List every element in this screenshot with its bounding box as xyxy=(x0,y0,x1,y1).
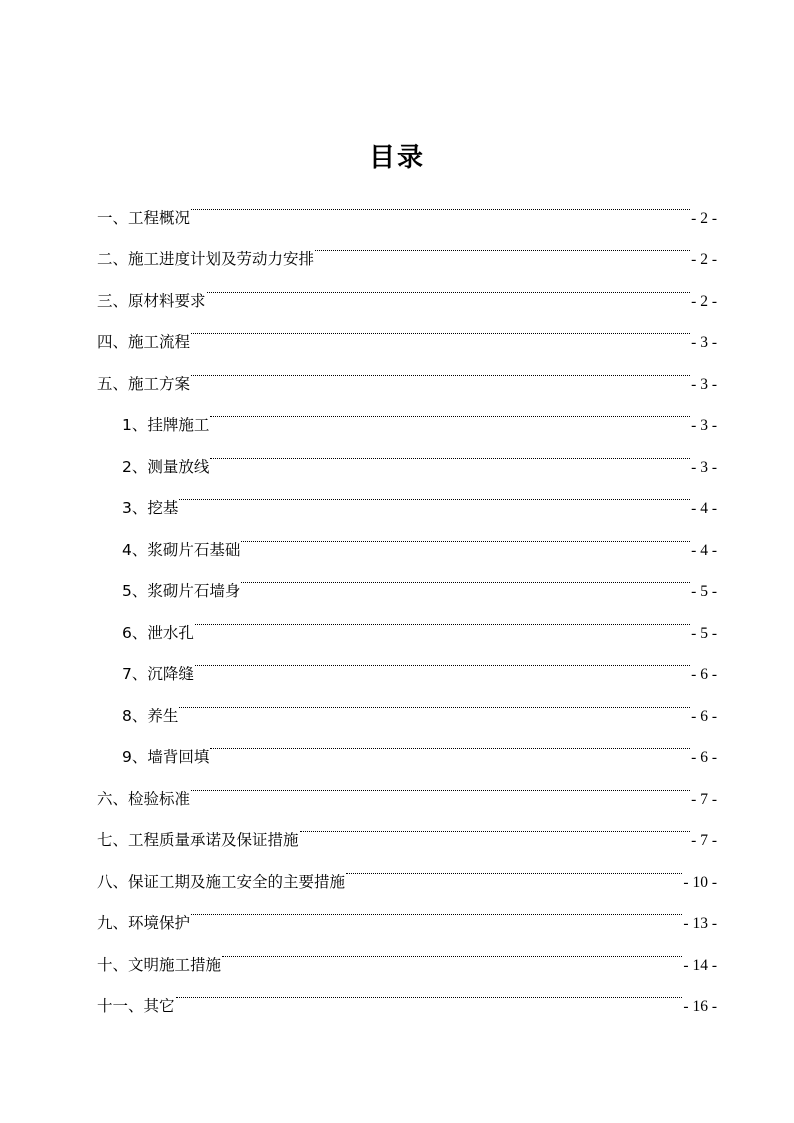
toc-entry-label: 4、浆砌片石基础 xyxy=(122,540,241,559)
toc-dot-leader xyxy=(315,223,690,265)
toc-entry[interactable] xyxy=(97,721,717,766)
toc-dot-leader xyxy=(176,970,683,1012)
toc-entry[interactable] xyxy=(97,181,717,227)
toc-dot-leader xyxy=(179,679,690,721)
toc-entry-page-number: - 16 - xyxy=(683,998,717,1015)
toc-dot-leader xyxy=(207,264,691,306)
toc-entry-page-number: - 3 - xyxy=(691,458,717,476)
toc-entry-label: 六、检验标准 xyxy=(97,789,191,808)
toc-entry-page-number: - 13 - xyxy=(683,915,717,932)
toc-entry-label: 6、泄水孔 xyxy=(122,623,194,642)
toc-entry-label: 3、挖基 xyxy=(122,499,179,517)
toc-entry-label: 十、文明施工措施 xyxy=(97,955,222,974)
toc-entry-label: 九、环境保护 xyxy=(97,914,191,932)
toc-entry-label: 二、施工进度计划及劳动力安排 xyxy=(97,250,315,268)
toc-entry-page-number: - 6 - xyxy=(691,707,717,725)
toc-entry-page-number: - 14 - xyxy=(683,956,717,974)
toc-entry[interactable] xyxy=(97,679,717,725)
toc-dot-leader xyxy=(222,928,682,970)
toc-entry-page-number: - 6 - xyxy=(691,666,717,683)
toc-title: 目录 xyxy=(368,143,425,173)
toc-entry-label: 1、挂牌施工 xyxy=(122,416,210,434)
toc-dot-leader xyxy=(191,347,690,389)
toc-dot-leader xyxy=(179,472,690,514)
toc-entry-page-number: - 2 - xyxy=(691,251,717,268)
toc-entry[interactable] xyxy=(97,513,717,559)
toc-entry-label: 五、施工方案 xyxy=(97,374,191,393)
toc-dot-leader xyxy=(195,596,690,638)
toc-dot-leader xyxy=(191,762,690,804)
toc-entry-label: 7、沉降缝 xyxy=(122,665,194,683)
toc-dot-leader xyxy=(241,513,690,555)
toc-list xyxy=(97,181,717,1015)
toc-dot-leader xyxy=(191,306,690,348)
toc-dot-leader xyxy=(241,555,690,597)
toc-dot-leader xyxy=(210,430,690,472)
toc-entry-page-number: - 6 - xyxy=(691,749,717,766)
toc-entry-page-number: - 4 - xyxy=(691,541,717,559)
toc-entry-page-number: - 2 - xyxy=(691,292,717,310)
toc-entry-page-number: - 2 - xyxy=(691,209,717,227)
toc-dot-leader xyxy=(210,389,690,431)
toc-entry-label: 十一、其它 xyxy=(97,997,175,1015)
toc-entry-page-number: - 5 - xyxy=(691,583,717,600)
toc-entry-label: 5、浆砌片石墙身 xyxy=(122,582,241,600)
toc-dot-leader xyxy=(346,845,682,887)
toc-entry-label: 三、原材料要求 xyxy=(97,291,206,310)
toc-entry-label: 八、保证工期及施工安全的主要措施 xyxy=(97,872,346,891)
toc-dot-leader xyxy=(191,887,682,929)
toc-entry-page-number: - 10 - xyxy=(683,873,717,891)
toc-dot-leader xyxy=(195,638,690,680)
toc-dot-leader xyxy=(210,721,690,763)
toc-entry-label: 8、养生 xyxy=(122,706,179,725)
toc-dot-leader xyxy=(300,804,691,846)
toc-entry-page-number: - 4 - xyxy=(691,500,717,517)
toc-entry-page-number: - 3 - xyxy=(691,375,717,393)
toc-entry[interactable] xyxy=(97,970,717,1015)
toc-entry-page-number: - 7 - xyxy=(691,832,717,849)
toc-entry-label: 一、工程概况 xyxy=(97,208,191,227)
toc-entry-label: 四、施工流程 xyxy=(97,333,191,351)
toc-entry-page-number: - 5 - xyxy=(691,624,717,642)
toc-entry-label: 2、测量放线 xyxy=(122,457,210,476)
toc-dot-leader xyxy=(191,181,690,223)
toc-entry-label: 9、墙背回填 xyxy=(122,748,210,766)
toc-entry-label: 七、工程质量承诺及保证措施 xyxy=(97,831,299,849)
toc-entry-page-number: - 3 - xyxy=(691,417,717,434)
toc-entry-page-number: - 3 - xyxy=(691,334,717,351)
toc-entry-page-number: - 7 - xyxy=(691,790,717,808)
toc-entry[interactable] xyxy=(97,472,717,517)
